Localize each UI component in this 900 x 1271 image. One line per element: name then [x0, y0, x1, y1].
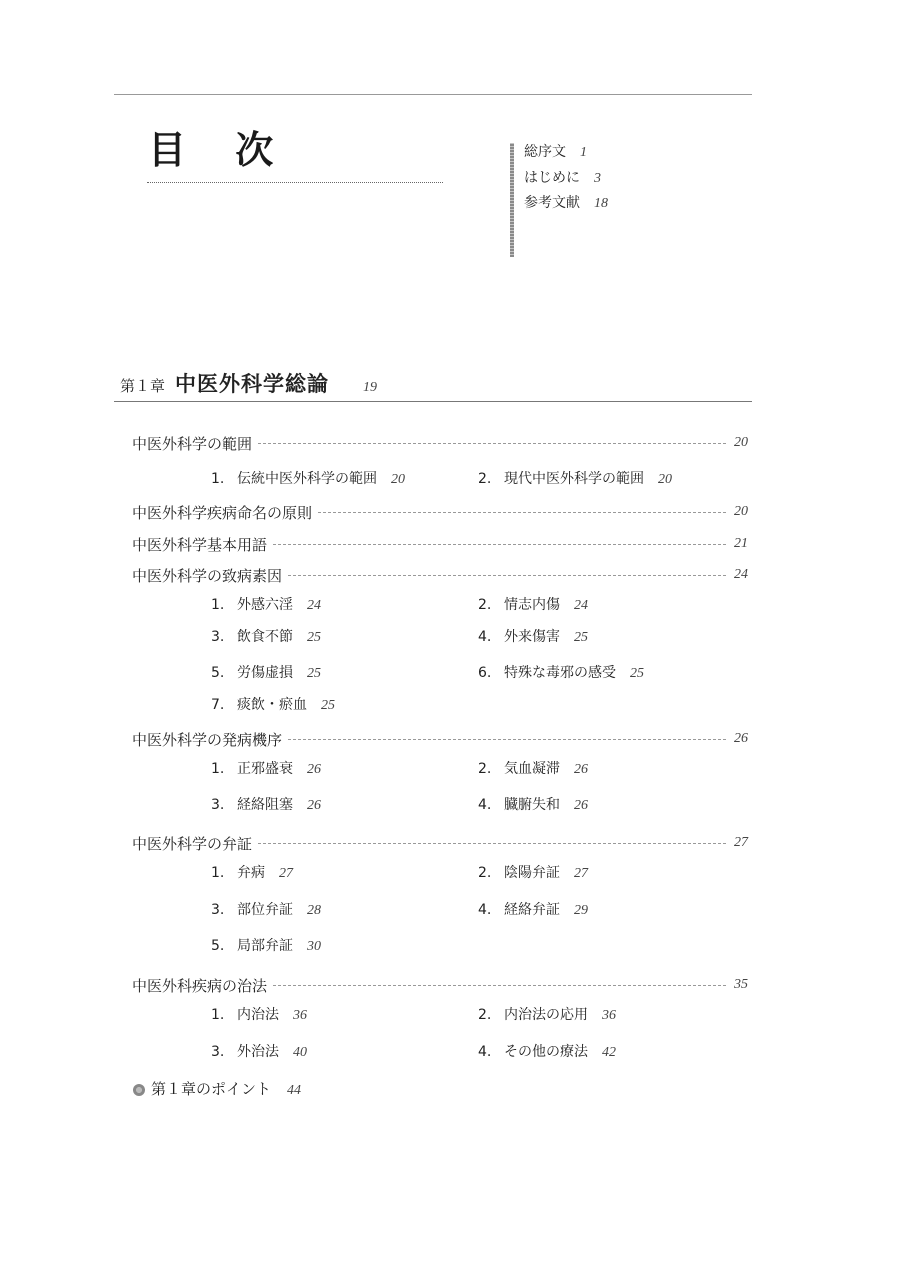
sub-page: 25 [307, 666, 321, 681]
toc-subsection[interactable] [211, 863, 293, 883]
section-title: 中医外科学の致病素因 [132, 566, 283, 585]
sub-number: 6. [478, 665, 492, 681]
toc-subsection[interactable] [478, 1005, 616, 1025]
bullet-circle-icon [133, 1084, 145, 1096]
toc-subsection[interactable] [478, 863, 588, 883]
sub-label: 陰陽弁証 [504, 865, 560, 881]
sub-number: 2. [478, 1007, 492, 1023]
sub-label: その他の療法 [504, 1044, 588, 1060]
sub-page: 20 [391, 472, 405, 487]
sub-number: 1. [211, 1007, 225, 1023]
point-page: 44 [287, 1083, 302, 1098]
section-page: 26 [734, 731, 748, 746]
toc-subsection[interactable] [478, 595, 588, 615]
sub-number: 1. [211, 471, 225, 487]
sub-label: 局部弁証 [237, 938, 293, 954]
section-title: 中医外科学の範囲 [132, 434, 253, 453]
sub-number: 5. [211, 938, 225, 954]
chapter-page: 19 [363, 380, 378, 395]
leader-dots [318, 512, 726, 513]
sub-number: 4. [478, 797, 492, 813]
sub-label: 情志内傷 [504, 597, 560, 613]
sub-label: 外来傷害 [504, 629, 560, 645]
title-underline [147, 182, 443, 183]
section-title: 中医外科学基本用語 [132, 535, 268, 554]
sub-label: 気血凝滞 [504, 761, 560, 777]
chapter-heading[interactable] [120, 368, 377, 398]
leader-dots [288, 739, 726, 740]
front-matter-list [524, 140, 608, 217]
sub-label: 臓腑失和 [504, 797, 560, 813]
sub-page: 36 [602, 1008, 616, 1023]
section-page: 24 [734, 567, 748, 582]
front-matter-item[interactable] [524, 140, 608, 166]
sub-page: 27 [574, 866, 588, 881]
sub-label: 労傷虚損 [237, 665, 293, 681]
sub-number: 7. [211, 697, 225, 713]
chapter-rule [114, 401, 752, 402]
sub-page: 26 [307, 798, 321, 813]
sub-page: 26 [574, 798, 588, 813]
sub-number: 4. [478, 629, 492, 645]
toc-subsection[interactable] [478, 759, 588, 779]
front-matter-item[interactable] [524, 191, 608, 217]
sub-label: 正邪盛衰 [237, 761, 293, 777]
sub-page: 26 [307, 762, 321, 777]
sub-number: 3. [211, 902, 225, 918]
section-title: 中医外科学の発病機序 [132, 730, 283, 749]
sub-page: 25 [321, 698, 335, 713]
sub-number: 4. [478, 1044, 492, 1060]
toc-subsection[interactable] [478, 795, 588, 815]
sub-number: 2. [478, 597, 492, 613]
toc-subsection[interactable] [478, 627, 588, 647]
sub-label: 部位弁証 [237, 902, 293, 918]
toc-subsection[interactable] [478, 900, 588, 920]
sub-number: 1. [211, 865, 225, 881]
section-page: 27 [734, 835, 748, 850]
section-page: 21 [734, 536, 748, 551]
front-matter-label: 総序文 [524, 144, 566, 160]
section-page: 20 [734, 504, 748, 519]
chapter-point[interactable] [151, 1079, 301, 1099]
section-page: 35 [734, 977, 748, 992]
toc-subsection[interactable] [478, 469, 672, 489]
chapter-title: 中医外科学総論 [175, 371, 330, 396]
sub-page: 24 [574, 598, 588, 613]
sub-page: 40 [293, 1045, 307, 1060]
toc-section[interactable] [132, 833, 748, 853]
sub-label: 外治法 [237, 1044, 279, 1060]
sub-page: 25 [630, 666, 644, 681]
toc-subsection[interactable] [211, 469, 405, 489]
sub-label: 外感六淫 [237, 597, 293, 613]
front-matter-page: 1 [580, 145, 587, 160]
toc-section[interactable] [132, 975, 748, 995]
toc-subsection[interactable] [211, 663, 321, 683]
sub-label: 経絡阻塞 [237, 797, 293, 813]
sub-number: 3. [211, 1044, 225, 1060]
sub-page: 42 [602, 1045, 616, 1060]
sub-page: 25 [574, 630, 588, 645]
sub-label: 痰飲・瘀血 [237, 697, 307, 713]
sub-label: 伝統中医外科学の範囲 [237, 471, 377, 487]
toc-section[interactable] [132, 433, 748, 453]
sub-page: 28 [307, 903, 321, 918]
sub-number: 1. [211, 761, 225, 777]
leader-dots [273, 544, 726, 545]
sub-page: 27 [279, 866, 293, 881]
sub-page: 29 [574, 903, 588, 918]
point-label: 第１章のポイント [151, 1080, 272, 1098]
leader-dots [288, 575, 726, 576]
toc-subsection[interactable] [211, 627, 321, 647]
toc-subsection[interactable] [211, 936, 321, 956]
section-title: 中医外科疾病の治法 [132, 976, 268, 995]
toc-subsection[interactable] [211, 900, 321, 920]
sub-page: 30 [307, 939, 321, 954]
section-title: 中医外科学の弁証 [132, 834, 253, 853]
sub-number: 2. [478, 761, 492, 777]
sub-page: 24 [307, 598, 321, 613]
page-title: 目 次 [148, 127, 292, 172]
sub-label: 弁病 [237, 865, 265, 881]
front-matter-bar [510, 143, 514, 257]
leader-dots [258, 443, 726, 444]
sub-page: 25 [307, 630, 321, 645]
sub-number: 3. [211, 629, 225, 645]
leader-dots [273, 985, 726, 986]
sub-label: 経絡弁証 [504, 902, 560, 918]
toc-subsection[interactable] [211, 595, 321, 615]
sub-label: 内治法の応用 [504, 1007, 588, 1023]
sub-label: 特殊な毒邪の感受 [504, 665, 616, 681]
chapter-label: 第１章 [120, 377, 166, 395]
toc-subsection[interactable] [478, 663, 644, 683]
front-matter-page: 3 [594, 170, 601, 186]
sub-number: 5. [211, 665, 225, 681]
sub-number: 4. [478, 902, 492, 918]
sub-page: 26 [574, 762, 588, 777]
sub-label: 現代中医外科学の範囲 [504, 471, 644, 487]
top-rule [114, 94, 752, 95]
front-matter-label: 参考文献 [524, 195, 580, 211]
sub-label: 飲食不節 [237, 629, 293, 645]
toc-subsection[interactable] [211, 759, 321, 779]
sub-page: 20 [658, 472, 672, 487]
sub-number: 2. [478, 865, 492, 881]
toc-section[interactable] [132, 565, 748, 585]
front-matter-label: はじめに [524, 169, 580, 186]
front-matter-page: 18 [594, 196, 608, 211]
front-matter-item[interactable] [524, 166, 608, 192]
toc-section[interactable] [132, 534, 748, 554]
toc-subsection[interactable] [478, 1042, 616, 1062]
sub-page: 36 [293, 1008, 307, 1023]
sub-number: 2. [478, 471, 492, 487]
sub-label: 内治法 [237, 1007, 279, 1023]
sub-number: 3. [211, 797, 225, 813]
toc-subsection[interactable] [211, 695, 335, 715]
toc-section[interactable] [132, 502, 748, 522]
toc-subsection[interactable] [211, 1042, 307, 1062]
toc-subsection[interactable] [211, 1005, 307, 1025]
sub-number: 1. [211, 597, 225, 613]
section-page: 20 [734, 435, 748, 450]
section-title: 中医外科学疾病命名の原則 [132, 503, 313, 522]
toc-section[interactable] [132, 729, 748, 749]
leader-dots [258, 843, 726, 844]
toc-subsection[interactable] [211, 795, 321, 815]
